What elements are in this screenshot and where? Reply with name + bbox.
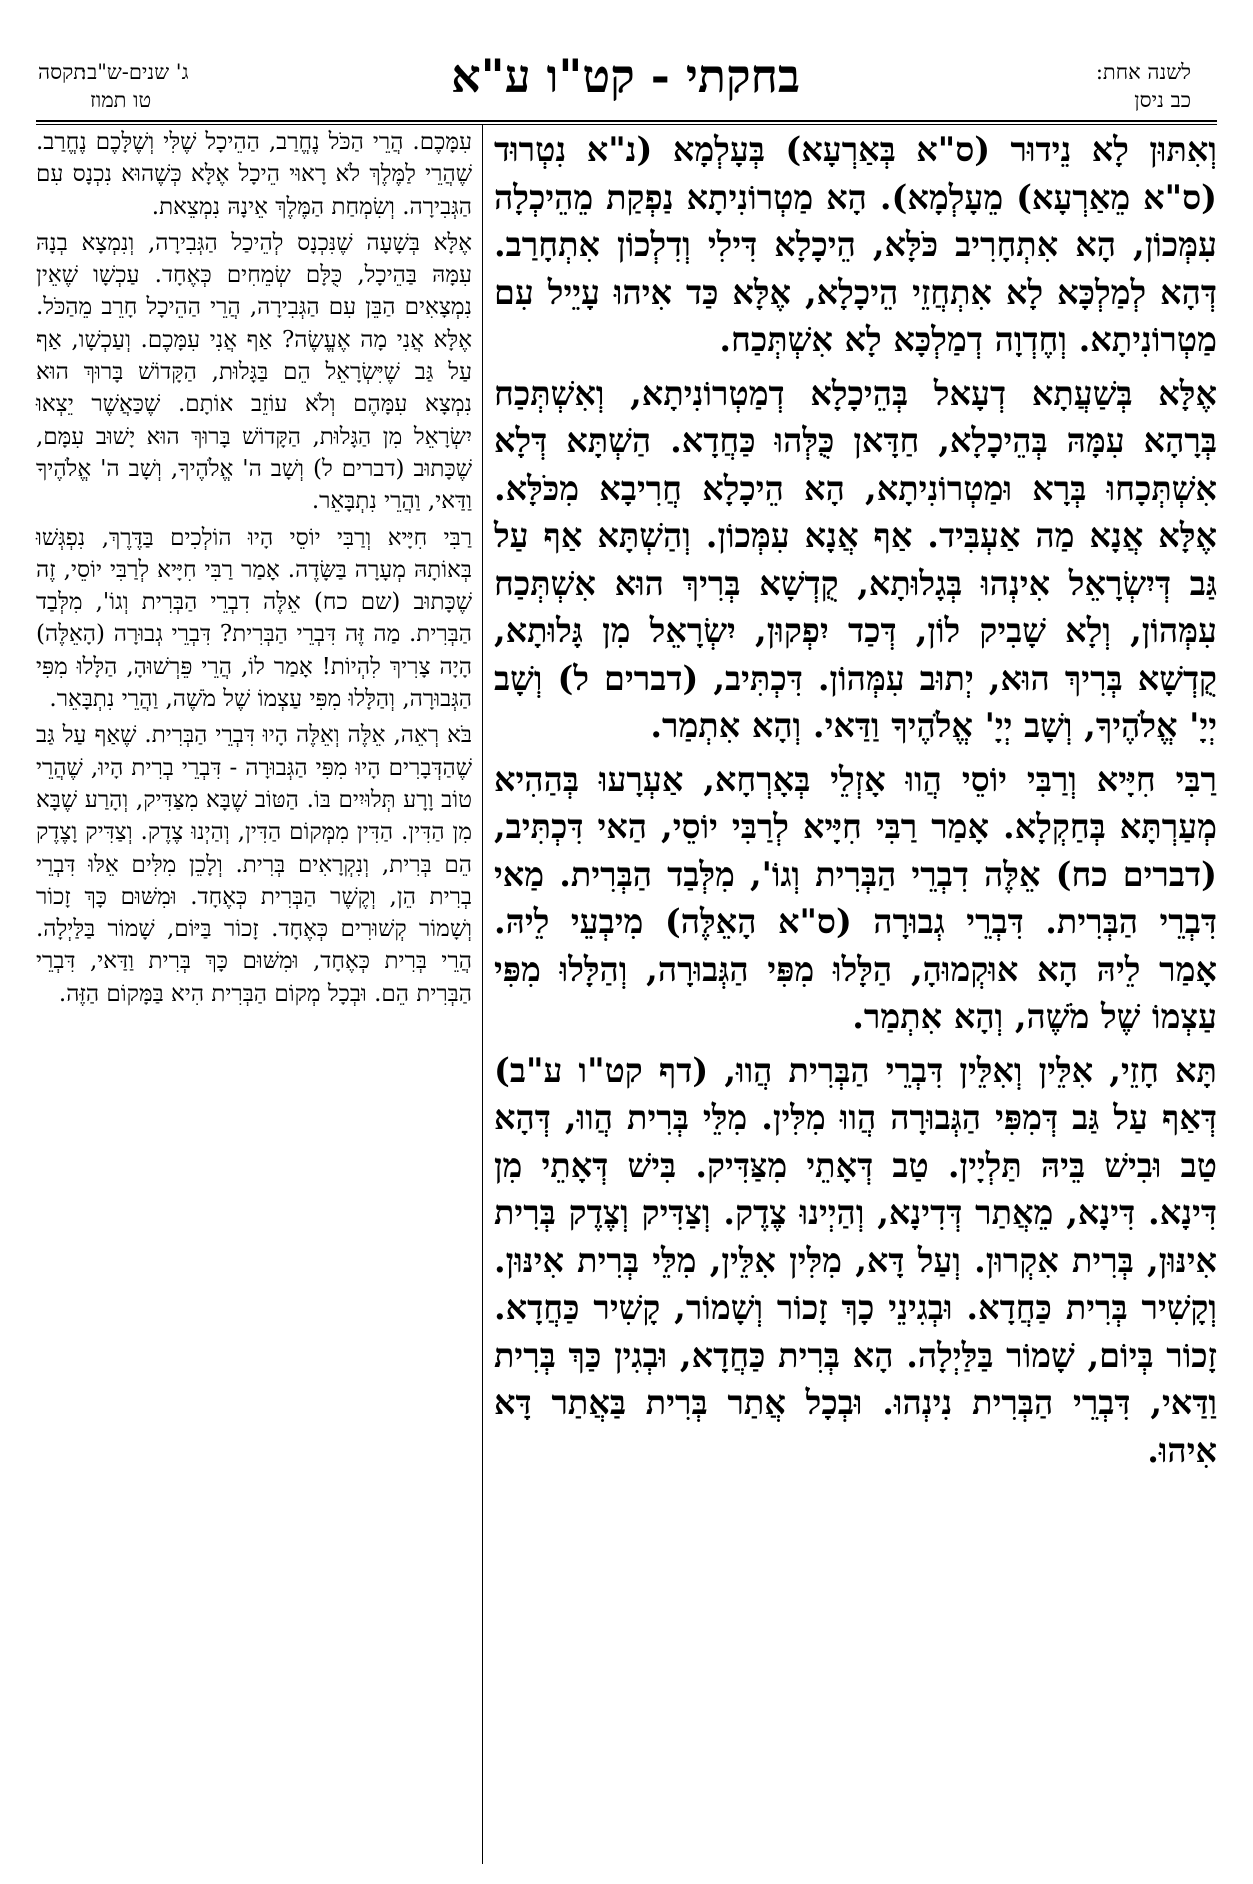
- page-number: תקסה: [38, 60, 87, 84]
- header-left-date: טו תמוז: [90, 88, 152, 112]
- page-title: בחקתי - קט"ו ע"א: [451, 49, 800, 103]
- column-divider: [482, 124, 483, 1864]
- translation-paragraph: עִמָּכֶם. הֲרֵי הַכֹּל נֶחֱרַב, הַהֵיכָל שֶׁלִּי וְשֶׁלָּכֶם נֶחֱרַב. שֶׁהֲרֵי לַמֶּלֶךְ לֹא רָאוּי הֵיכָל אֶלָּא כְּשֶׁהוּא נִכְנָס עִם הַגְּבִירָה. וְשִׂמְחַת הַמֶּלֶךְ אֵינָהּ נִמְצֵאת.: [36, 129, 472, 220]
- translation-paragraph: רַבִּי חִיָּיא וְרַבִּי יוֹסֵי הָיוּ הוֹלְכִים בַּדֶּרֶךְ, נִפְגְּשׁוּ בְּאוֹתָהּ מְעָרָה בַּשָּׂדֶה. אָמַר רַבִּי חִיָּיא לְרַבִּי יוֹסֵי, זֶה שֶׁכָּתוּב (שם כח) אֵלֶּה דִבְרֵי הַבְּרִית וְגוֹ', מִלְּבַד הַבְּרִית. מַה זֶּה דִּבְרֵי הַבְּרִית? דִּבְרֵי גְבוּרָה (הָאֵלֶּה) הָיָה צָרִיךְ לִהְיוֹת! אָמַר לוֹ, הֲרֵי פֵּרְשׁוּהָ, הַלָּלוּ מִפִּי הַגְּבוּרָה, וְהַלָּלוּ מִפִּי עַצְמוֹ שֶׁל מֹשֶׁה, וַהֲרֵי נִתְבָּאֵר.: [36, 524, 472, 713]
- header-date: כב ניסן: [1134, 88, 1191, 112]
- header-rule-thin: [36, 124, 1217, 125]
- translation-column: [36, 126, 472, 1010]
- main-paragraph: תָּא חָזֵי, אִלֵּין וְאִלֵּין דִּבְרֵי הַבְּרִית הֲווּ, (דף קט"ו ע"ב) דְּאַף עַל גַּב דְּמִפִּי הַגְּבוּרָה הֲווּ מִלִּין. מִלֵּי בְּרִית הֲווּ, דְּהָא טַב וּבִישׁ בֵּיהּ תַּלְיָין. טַב דְּאָתֵי מִצַּדִּיק. בִּישׁ דְּאָתֵי מִן דִּינָא. דִּינָא, מֵאֲתַר דְּדִינָא, וְהַיְינוּ צֶדֶק. וְצַדִּיק וְצֶדֶק בְּרִית אִינּוּן, בְּרִית אִקְרוּן. וְעַל דָּא, מִלִּין אִלֵּין, מִלֵּי בְּרִית אִינּוּן. וְקָשִׁיר בְּרִית כַּחֲדָא. וּבְגִינֵי כָךְ זָכוֹר וְשָׁמוֹר, קָשִׁיר כַּחֲדָא. זָכוֹר בְּיוֹם, שָׁמוֹר בַּלַּיְלָה. הָא בְּרִית כַּחֲדָא, וּבְגִין כַּךְ בְּרִית וַדַּאי, דִּבְרֵי הַבְּרִית נִינְהוּ. וּבְכָל אֲתַר בְּרִית בַּאֲתַר דָּא אִיהוּ.: [494, 1050, 1217, 1470]
- header-right: [1096, 58, 1191, 114]
- header-left-date-wrap: [90, 86, 151, 114]
- main-column: [494, 126, 1217, 1474]
- translation-paragraph: בֹּא רְאֵה, אֵלֶּה וְאֵלֶּה הָיוּ דִּבְרֵי הַבְּרִית. שֶׁאַף עַל גַּב שֶׁהַדְּבָרִים הָיוּ מִפִּי הַגְּבוּרָה - דִּבְרֵי בְרִית הָיוּ, שֶׁהֲרֵי טוֹב וָרָע תְּלוּיִים בּוֹ. הַטּוֹב שֶׁבָּא מִצַּדִּיק, וְהָרַע שֶׁבָּא מִן הַדִּין. הַדִּין מִמְּקוֹם הַדִּין, וְהַיְנוּ צֶדֶק. וְצַדִּיק וָצֶדֶק הֵם בְּרִית, וְנִקְרָאִים בְּרִית. וְלָכֵן מִלִּים אֵלּוּ דִּבְרֵי בְרִית הֵן, וְקֶשֶׁר הַבְּרִית כְּאֶחָד. וּמִשּׁוּם כָּךְ זָכוֹר וְשָׁמוֹר קְשׁוּרִים כְּאֶחָד. זָכוֹר בַּיּוֹם, שָׁמוֹר בַּלַּיְלָה. הֲרֵי בְּרִית כְּאֶחָד, וּמִשּׁוּם כָּךְ בְּרִית וַדַּאי, דִּבְרֵי הַבְּרִית הֵם. וּבְכָל מְקוֹם הַבְּרִית הִיא בַּמָּקוֹם הַזֶּה.: [36, 722, 472, 1007]
- header-rule: [36, 120, 1217, 122]
- main-paragraph: אֶלָּא בְּשַׁעֲתָא דְעָאל בְּהֵיכָלָא דְמַטְרוֹנִיתָא, וְאִשְׁתְּכַח בְּרָהָא עִמָּהּ בְּהֵיכָלָא, חַדָּאן כֻּלְּהוּ כַּחֲדָא. הַשְׁתָּא דְּלָא אִשְׁתְּכָחוּ בְּרָא וּמַטְרוֹנִיתָא, הָא הֵיכָלָא חֲרִיבָא מִכֹּלָּא. אֶלָּא אֲנָא מַה אַעְבִּיד. אַף אֲנָא עִמְּכוֹן. וְהַשְׁתָּא אַף עַל גַּב דְּיִשְׂרָאֵל אִינְהוּ בְּגָלוּתָא, קֻדְשָׁא בְּרִיךְ הוּא אִשְׁתְּכַח עִמְּהוֹן, וְלָא שָׁבִיק לוֹן, דְּכַד יִפְקוּן, יִשְׂרָאֵל מִן גָּלוּתָא, קֻדְשָׁא בְּרִיךְ הוּא, יְתוּב עִמְּהוֹן. דִּכְתִּיב, (דברים ל) וְשָׁב יְיָ' אֱלֹהֶיךָ, וְשָׁב יְיָ' אֱלֹהֶיךָ וַדַּאי. וְהָא אִתְמַר.: [494, 373, 1218, 745]
- translation-paragraph: אֶלָּא בְּשָׁעָה שֶׁנִּכְנָס לְהֵיכַל הַגְּבִירָה, וְנִמְצָא בְנָהּ עִמָּהּ בַּהֵיכָל, כֻּלָּם שְׂמֵחִים כְּאֶחָד. עַכְשָׁו שֶׁאֵין נִמְצָאִים הַבֵּן עִם הַגְּבִירָה, הֲרֵי הַהֵיכָל חָרֵב מֵהַכֹּל. אֶלָּא אֲנִי מָה אֶעֱשֶׂה? אַף אֲנִי עִמָּכֶם. וְעַכְשָׁו, אַף עַל גַּב שֶׁיִּשְׂרָאֵל הֵם בַּגָּלוּת, הַקָּדוֹשׁ בָּרוּךְ הוּא נִמְצָא עִמָּהֶם וְלֹא עוֹזֵב אוֹתָם. שֶׁכַּאֲשֶׁר יֵצְאוּ יִשְׂרָאֵל מִן הַגָּלוּת, הַקָּדוֹשׁ בָּרוּךְ הוּא יָשׁוּב עִמָּם, שֶׁכָּתוּב (דברים ל) וְשָׁב ה' אֱלֹהֶיךָ, וְשָׁב ה' אֱלֹהֶיךָ וַדַּאי, וַהֲרֵי נִתְבָּאֵר.: [36, 229, 472, 515]
- header-cycle-label: לשנה אחת:: [1095, 60, 1191, 84]
- header-left: [80, 58, 189, 86]
- header-left-page: [38, 58, 86, 86]
- header-cycle-label-2: ג' שנים-ש"ב:: [80, 60, 189, 84]
- main-paragraph: רַבִּי חִיָּיא וְרַבִּי יוֹסֵי הֲווּ אָזְלֵי בְּאָרְחָא, אַעְרָעוּ בְּהַהִיא מְעַרְתָּא בְּחַקְלָא. אָמַר רַבִּי חִיָּיא לְרַבִּי יוֹסֵי, הַאי דִּכְתִּיב, (דברים כח) אֵלֶּה דִבְרֵי הַבְּרִית וְגוֹ', מִלְּבַד הַבְּרִית. מַאי דִּבְרֵי הַבְּרִית. דִּבְרֵי גְבוּרָה (ס"א הָאֵלֶּה) מִיבְעֵי לֵיהּ. אָמַר לֵיהּ הָא אוּקְמוּהָ, הַלָּלוּ מִפִּי הַגְּבוּרָה, וְהַלָּלוּ מִפִּי עַצְמוֹ שֶׁל מֹשֶׁה, וְהָא אִתְמַר.: [494, 759, 1217, 1036]
- main-paragraph: וְאִתּוּן לָא נֵידוּר (ס"א בְּאַרְעָא) בְּעָלְמָא (נ"א נִטְרוּד (ס"א מֵאַרְעָא) מֵעָלְמָא). הָא מַטְרוֹנִיתָא נַפְקַת מֵהֵיכְלָה עִמְּכוֹן, הָא אִתְחָרִיב כֹּלָּא, הֵיכָלָא דִּילִי וְדִלְכוֹן אִתְחָרַב. דְּהָא לְמַלְכָּא לָא אִתְחֲזֵי הֵיכָלָא, אֶלָּא כַּד אִיהוּ עָיֵיל עִם מַטְרוֹנִיתָא. וְחֶדְוָה דְמַלְכָּא לָא אִשְׁתְּכַח.: [494, 130, 1217, 359]
